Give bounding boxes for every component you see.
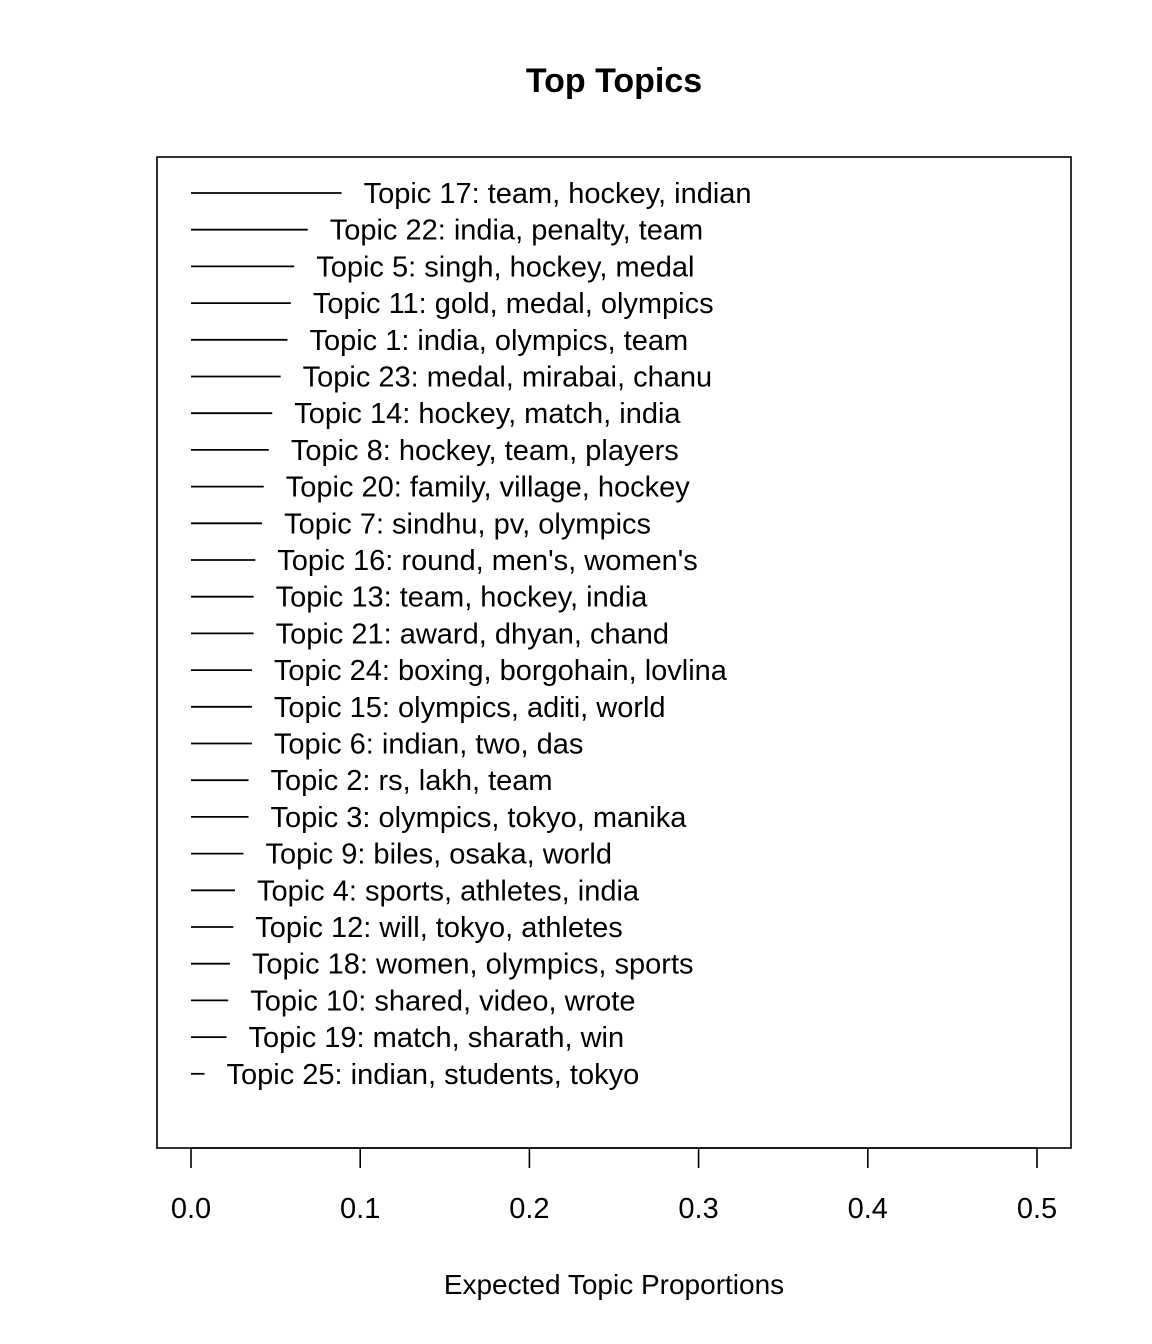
x-tick-label: 0.5 <box>1016 1193 1058 1225</box>
topic-label: Topic 3: olympics, tokyo, manika <box>270 801 687 834</box>
x-tick-label: 0.4 <box>847 1193 888 1225</box>
topic-label: Topic 4: sports, athletes, india <box>256 875 640 908</box>
topic-label: Topic 9: biles, osaka, world <box>265 838 613 871</box>
topic-label: Topic 8: hockey, team, players <box>290 434 679 467</box>
topic-label: Topic 1: india, olympics, team <box>309 324 689 357</box>
topic-label: Topic 20: family, village, hockey <box>285 471 690 504</box>
topic-label: Topic 7: sindhu, pv, olympics <box>284 508 652 541</box>
x-tick-label: 0.3 <box>678 1193 719 1225</box>
x-tick-label: 0.0 <box>170 1193 212 1225</box>
topic-label: Topic 11: gold, medal, olympics <box>312 288 714 321</box>
topic-label: Topic 15: olympics, aditi, world <box>273 691 666 724</box>
x-axis-label: Expected Topic Proportions <box>443 1269 785 1300</box>
chart-title: Top Topics <box>525 62 703 100</box>
topic-label: Topic 25: indian, students, tokyo <box>226 1058 640 1091</box>
topic-label: Topic 18: women, olympics, sports <box>251 948 694 981</box>
topic-label: Topic 24: boxing, borgohain, lovlina <box>273 655 727 688</box>
topic-label: Topic 22: india, penalty, team <box>329 214 704 247</box>
topic-label: Topic 10: shared, video, wrote <box>250 985 636 1018</box>
topic-label: Topic 21: award, dhyan, chand <box>275 618 669 651</box>
topic-label: Topic 2: rs, lakh, team <box>270 765 553 798</box>
x-tick-label: 0.1 <box>340 1193 381 1225</box>
x-tick-label: 0.2 <box>509 1193 550 1225</box>
topic-label: Topic 13: team, hockey, india <box>275 581 648 614</box>
topic-label: Topic 17: team, hockey, indian <box>363 178 752 210</box>
topic-label: Topic 12: will, tokyo, athletes <box>255 912 623 944</box>
topic-label: Topic 16: round, men's, women's <box>277 545 698 577</box>
topic-label: Topic 5: singh, hockey, medal <box>316 251 695 284</box>
topic-label: Topic 6: indian, two, das <box>273 728 584 761</box>
topic-label: Topic 14: hockey, match, india <box>294 398 681 431</box>
topic-label: Topic 19: match, sharath, win <box>248 1022 625 1055</box>
topic-label: Topic 23: medal, mirabai, chanu <box>302 361 713 394</box>
